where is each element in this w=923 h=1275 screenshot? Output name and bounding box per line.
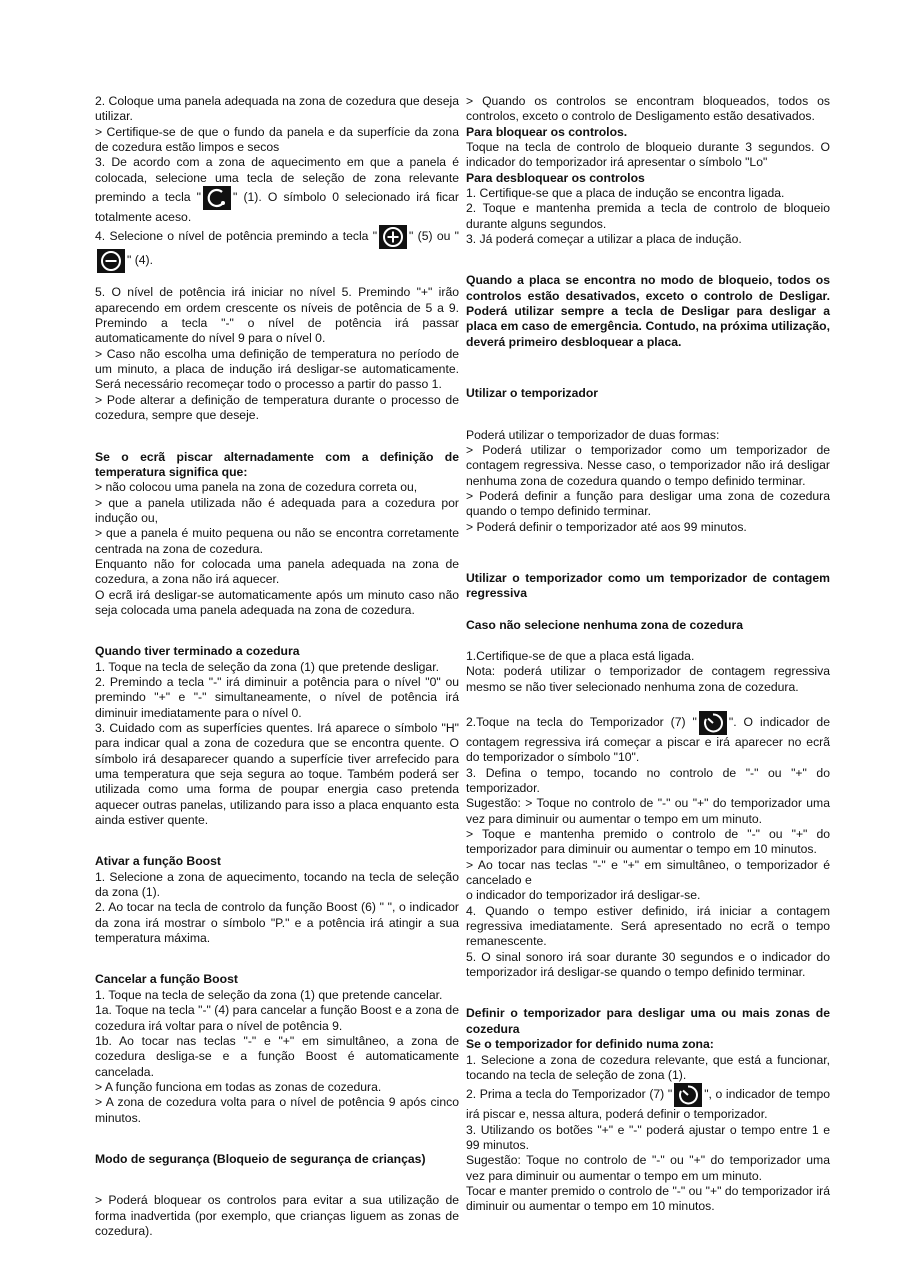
paragraph — [95, 347, 459, 393]
section-heading — [466, 1006, 830, 1037]
paragraph — [95, 1080, 459, 1095]
paragraph-text: Utilizar o temporizador — [466, 386, 599, 401]
paragraph — [95, 125, 459, 156]
paragraph — [466, 1053, 830, 1084]
paragraph-text: " (4). — [127, 253, 153, 268]
paragraph-text: > que a panela é muito pequena ou não se encontra corretamente centrada na zona de cozedura. — [95, 526, 459, 556]
paragraph — [95, 155, 459, 225]
paragraph-text: 2. Premindo a tecla "-" irá diminuir a potência para o nível "0" ou premindo "+" e "-" simultaneamente, o nível de potência irá diminuir imediatamente para o nível 0. — [95, 674, 459, 720]
paragraph-text: 2. Prima a tecla do Temporizador (7) " — [466, 1087, 673, 1102]
paragraph — [95, 1003, 459, 1034]
plus-icon — [379, 225, 407, 249]
paragraph-text: 4. Quando o tempo estiver definido, irá iniciar a contagem regressiva imediatamente. Será apresentado no ecrã o tempo remanescente. — [466, 903, 830, 949]
section-heading — [466, 618, 830, 633]
paragraph — [95, 588, 459, 619]
spacer — [466, 602, 830, 618]
paragraph — [466, 201, 830, 232]
paragraph — [466, 520, 830, 535]
spacer — [466, 633, 830, 649]
paragraph-text: Enquanto não for colocada uma panela adequada na zona de cozedura, a zona não irá aquecer. — [95, 556, 459, 587]
paragraph-text: 1a. Toque na tecla "-" (4) para cancelar a função Boost e a zona de cozedura irá voltar para o nível de potência 9. — [95, 1003, 459, 1033]
spacer — [466, 402, 830, 428]
paragraph — [466, 1123, 830, 1154]
paragraph-text: 4. Selecione o nível de potência premindo a tecla " — [95, 229, 378, 244]
paragraph-text: Para desbloquear os controlos — [466, 170, 645, 185]
paragraph-text: > Quando os controlos se encontram bloqueados, todos os controlos, exceto o controlo de Desligamento estão desativados. — [466, 94, 830, 124]
paragraph-text: Caso não selecione nenhuma zona de cozedura — [466, 617, 743, 632]
paragraph-text: > Poderá definir o temporizador até aos 99 minutos. — [466, 519, 747, 534]
spacer — [95, 828, 459, 854]
paragraph-text: 3. Cuidado com as superfícies quentes. Irá aparece o símbolo "H" para indicar qual a zona de cozedura que se encontra quente. O símbolo irá desaparecer quando a superfície tiver arrefecido para uma temperatura que seja segura ao toque. Também poderá ser utilizada como uma forma de poupar energia caso pretenda aquecer outras panelas, utilizando para isso a placa enquanto esta ainda estiver quente. — [95, 721, 459, 828]
paragraph — [466, 888, 830, 903]
section-heading — [466, 1037, 830, 1052]
paragraph — [466, 664, 830, 695]
paragraph — [95, 480, 459, 495]
paragraph-text: 2. Ao tocar na tecla de controlo da função Boost (6) " ", o indicador da zona irá mostrar o símbolo "P." e a potência irá atingir a sua temperatura máxima. — [95, 900, 459, 946]
paragraph — [95, 285, 459, 346]
spacer — [95, 424, 459, 450]
paragraph-text: > Caso não escolha uma definição de temperatura no período de um minuto, a placa de indução irá desligar-se automaticamente. Será necessário recomeçar todo o processo a partir do passo 1. — [95, 346, 459, 392]
paragraph-text: ". O indicador de contagem regressiva irá começar a piscar e irá aparecer no ecrã do temporizador o símbolo "10". — [466, 715, 830, 765]
paragraph-text: 1. Selecione a zona de cozedura relevante, que está a funcionar, tocando na tecla de seleção de zona (1). — [466, 1052, 830, 1082]
paragraph — [95, 660, 459, 675]
spacer — [466, 695, 830, 711]
timer-icon — [699, 711, 727, 735]
left-column — [95, 94, 459, 1239]
paragraph — [466, 827, 830, 858]
paragraph — [466, 1083, 830, 1122]
paragraph-text: Toque na tecla de controlo de bloqueio durante 3 segundos. O indicador do temporizador irá apresentar o símbolo "Lo" — [466, 140, 830, 170]
paragraph — [466, 232, 830, 247]
paragraph — [95, 557, 459, 588]
paragraph-text: 1. Certifique-se que a placa de indução se encontra ligada. — [466, 186, 785, 201]
paragraph-text: O ecrã irá desligar-se automaticamente após um minuto caso não seja colocada uma panela adequada na zona de cozedura. — [95, 587, 459, 617]
paragraph-text: 3. Defina o tempo, tocando no controlo de "-" ou "+" do temporizador. — [466, 765, 830, 795]
paragraph — [95, 721, 459, 828]
section-heading — [466, 125, 830, 140]
section-heading — [466, 386, 830, 401]
paragraph — [95, 526, 459, 557]
paragraph-text: Poderá utilizar o temporizador de duas formas: — [466, 427, 720, 442]
paragraph-text: > Certifique-se de que o fundo da panela e da superfície da zona de cozedura estão limpos e secos — [95, 124, 459, 155]
paragraph-text: 2. Toque e mantenha premida a tecla de controlo de bloqueio durante alguns segundos. — [466, 201, 830, 231]
paragraph-text: Se o ecrã piscar alternadamente com a definição de temperatura significa que: — [95, 449, 459, 479]
spacer — [466, 980, 830, 1006]
paragraph — [95, 675, 459, 721]
paragraph-text: > não colocou uma panela na zona de cozedura correta ou, — [95, 480, 418, 495]
paragraph — [95, 94, 459, 125]
section-heading — [95, 1152, 459, 1167]
paragraph-text: > A função funciona em todas as zonas de cozedura. — [95, 1079, 382, 1094]
paragraph — [466, 140, 830, 171]
paragraph — [95, 1034, 459, 1080]
paragraph — [466, 186, 830, 201]
spacer — [466, 350, 830, 386]
paragraph — [95, 988, 459, 1003]
paragraph-text: 3. De acordo com a zona de aquecimento em que a panela é colocada, selecione uma tecla de seleção de zona relevante premindo a tecla " — [95, 155, 459, 205]
paragraph — [95, 870, 459, 901]
paragraph — [466, 858, 830, 889]
section-heading — [95, 450, 459, 481]
right-column — [466, 94, 830, 1215]
paragraph-text: 1b. Ao tocar nas teclas "-" e "+" em simultâneo, a zona de cozedura desliga-se e a função Boost é automaticamente cancelada. — [95, 1033, 459, 1079]
paragraph-text: Tocar e manter premido o controlo de "-" ou "+" do temporizador irá diminuir ou aumentar o tempo em 10 minutos. — [466, 1183, 830, 1214]
minus-icon — [97, 249, 125, 273]
spacer — [95, 1167, 459, 1193]
paragraph-text: Quando tiver terminado a cozedura — [95, 644, 300, 659]
paragraph-text: Modo de segurança (Bloqueio de segurança de crianças) — [95, 1151, 426, 1166]
paragraph-text: > Pode alterar a definição de temperatura durante o processo de cozedura, sempre que deseje. — [95, 392, 459, 423]
spacer — [95, 946, 459, 972]
section-heading — [466, 571, 830, 602]
section-heading — [95, 854, 459, 869]
section-heading — [466, 171, 830, 186]
paragraph — [95, 900, 459, 946]
paragraph — [95, 496, 459, 527]
paragraph-text: " (5) ou " — [409, 229, 459, 244]
zone-select-icon — [203, 186, 231, 210]
paragraph — [466, 904, 830, 950]
paragraph-text: > Poderá utilizar o temporizador como um temporizador de contagem regressiva. Nesse caso, o temporizador não irá desligar nenhuma zona de cozedura quando o tempo definido terminar. — [466, 442, 830, 488]
paragraph — [466, 1153, 830, 1184]
paragraph — [466, 711, 830, 766]
paragraph-text: 1. Toque na tecla de seleção da zona (1) que pretende desligar. — [95, 659, 439, 674]
paragraph — [466, 796, 830, 827]
paragraph-text: > Ao tocar nas teclas "-" e "+" em simultâneo, o temporizador é cancelado e — [466, 857, 830, 888]
paragraph-text: Quando a placa se encontra no modo de bloqueio, todos os controlos estão desativados, exceto o controlo de Desligar. Poderá utilizar sempre a tecla de Desligar para desligar a placa em caso de emergência. Contudo, na próxima utilização, deverá primeiro desbloquear a placa. — [466, 273, 830, 349]
paragraph — [466, 950, 830, 981]
paragraph-text: Sugestão: > Toque no controlo de "-" ou "+" do temporizador uma vez para diminuir ou aumentar o tempo em um minuto. — [466, 796, 830, 826]
paragraph-text: Definir o temporizador para desligar uma ou mais zonas de cozedura — [466, 1006, 830, 1036]
spacer — [95, 618, 459, 644]
section-heading — [95, 644, 459, 659]
paragraph — [466, 766, 830, 797]
section-heading — [466, 273, 830, 350]
paragraph — [95, 1193, 459, 1239]
spacer — [95, 273, 459, 285]
paragraph-text: Cancelar a função Boost — [95, 972, 238, 987]
paragraph-text: Ativar a função Boost — [95, 854, 221, 869]
paragraph-text: 1. Toque na tecla de seleção da zona (1) que pretende cancelar. — [95, 987, 443, 1002]
paragraph-text: ", o indicador de tempo irá piscar e, nessa altura, poderá definir o temporizador. — [466, 1087, 831, 1122]
paragraph — [95, 1095, 459, 1126]
paragraph-text: 3. Já poderá começar a utilizar a placa de indução. — [466, 232, 742, 247]
paragraph — [466, 443, 830, 489]
paragraph-text: > que a panela utilizada não é adequada para a cozedura por indução ou, — [95, 495, 459, 525]
paragraph-text: 1.Certifique-se de que a placa está ligada. — [466, 648, 695, 663]
paragraph-text: Utilizar o temporizador como um temporizador de contagem regressiva — [466, 570, 830, 601]
paragraph-text: o indicador do temporizador irá desligar-se. — [466, 888, 701, 903]
spacer — [466, 535, 830, 571]
paragraph-text: 2.Toque na tecla do Temporizador (7) " — [466, 715, 697, 730]
spacer — [95, 1126, 459, 1152]
paragraph-text: > Poderá definir a função para desligar uma zona de cozedura quando o tempo definido terminar. — [466, 488, 830, 519]
paragraph — [95, 225, 459, 273]
paragraph-text: " (1). O símbolo 0 selecionado irá ficar totalmente aceso. — [95, 190, 459, 225]
paragraph — [466, 428, 830, 443]
section-heading — [95, 972, 459, 987]
timer-icon — [674, 1083, 702, 1107]
paragraph-text: 1. Selecione a zona de aquecimento, tocando na tecla de seleção da zona (1). — [95, 869, 459, 900]
spacer — [466, 247, 830, 273]
paragraph — [466, 489, 830, 520]
paragraph — [466, 94, 830, 125]
paragraph-text: 2. Coloque uma panela adequada na zona de cozedura que deseja utilizar. — [95, 94, 459, 124]
paragraph-text: > Poderá bloquear os controlos para evitar a sua utilização de forma inadvertida (por exemplo, que crianças liguem as zonas de cozedura). — [95, 1193, 459, 1238]
paragraph — [466, 649, 830, 664]
paragraph-text: 5. O nível de potência irá iniciar no nível 5. Premindo "+" irão aparecendo em ordem crescente os níveis de potência de 5 a 9. Premindo a tecla "-" o nível de potência irá passar automaticamente do nível 9 para o nível 0. — [95, 285, 459, 346]
paragraph-text: Se o temporizador for definido numa zona: — [466, 1037, 714, 1052]
paragraph-text: Para bloquear os controlos. — [466, 124, 628, 139]
paragraph-text: Sugestão: Toque no controlo de "-" ou "+" do temporizador uma vez para diminuir ou aumentar o tempo em um minuto. — [466, 1153, 830, 1183]
paragraph — [95, 393, 459, 424]
paragraph-text: > Toque e mantenha premido o controlo de "-" ou "+" do temporizador para diminuir ou aumentar o tempo em 10 minutos. — [466, 827, 830, 857]
paragraph-text: > A zona de cozedura volta para o nível de potência 9 após cinco minutos. — [95, 1095, 459, 1125]
paragraph-text: Nota: poderá utilizar o temporizador de contagem regressiva mesmo se não tiver selecionado nenhuma zona de cozedura. — [466, 664, 830, 694]
paragraph-text: 5. O sinal sonoro irá soar durante 30 segundos e o indicador do temporizador irá desligar-se quando o tempo definido terminar. — [466, 949, 830, 980]
paragraph — [466, 1184, 830, 1215]
paragraph-text: 3. Utilizando os botões "+" e "-" poderá ajustar o tempo entre 1 e 99 minutos. — [466, 1122, 830, 1152]
